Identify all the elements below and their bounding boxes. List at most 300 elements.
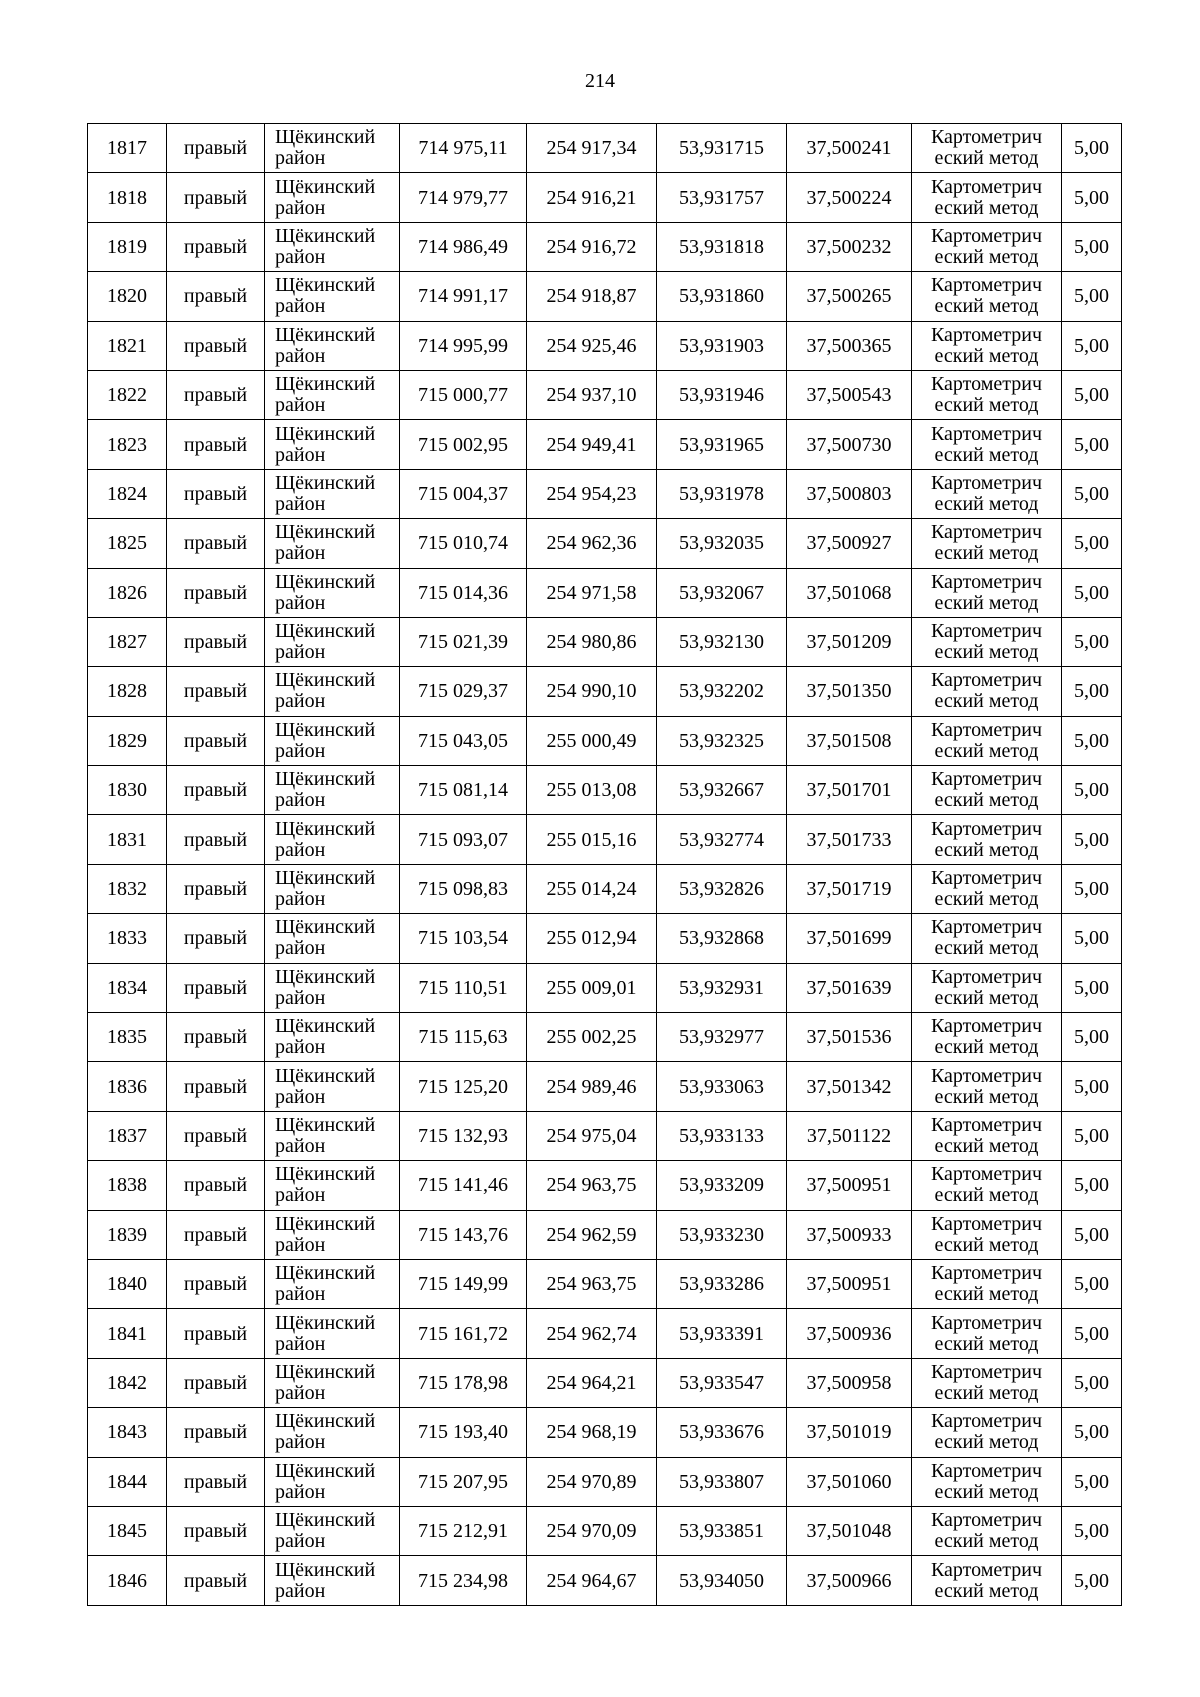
y-coordinate-cell: 255 015,16 <box>527 815 657 864</box>
bank-side-cell: правый <box>167 519 265 568</box>
point-number-cell: 1842 <box>88 1358 167 1407</box>
longitude-cell: 37,500958 <box>787 1358 912 1407</box>
accuracy-cell: 5,00 <box>1062 914 1122 963</box>
y-coordinate-cell: 254 916,21 <box>527 173 657 222</box>
method-cell <box>912 1210 1062 1259</box>
bank-side-cell: правый <box>167 1506 265 1555</box>
accuracy-cell: 5,00 <box>1062 963 1122 1012</box>
longitude-cell: 37,500543 <box>787 370 912 419</box>
district-cell-line-1: Щёкинский <box>275 817 376 840</box>
table-row <box>88 272 1122 321</box>
latitude-cell: 53,932202 <box>657 667 787 716</box>
bank-side-cell: правый <box>167 1457 265 1506</box>
method-cell-line-1: Картометрич <box>930 1015 1043 1038</box>
table-row <box>88 914 1122 963</box>
latitude-cell: 53,933286 <box>657 1259 787 1308</box>
district-cell-line-2: район <box>275 1135 326 1157</box>
method-cell-line-1: Картометрич <box>930 1360 1043 1383</box>
district-cell <box>265 1556 400 1605</box>
district-cell <box>265 914 400 963</box>
longitude-cell: 37,500224 <box>787 173 912 222</box>
y-coordinate-cell: 255 014,24 <box>527 864 657 913</box>
district-cell <box>265 420 400 469</box>
longitude-cell: 37,501209 <box>787 617 912 666</box>
method-cell <box>912 716 1062 765</box>
method-cell-line-2: еский метод <box>934 295 1039 318</box>
district-cell-line-1: Щёкинский <box>275 1360 376 1383</box>
accuracy-cell: 5,00 <box>1062 815 1122 864</box>
bank-side-cell: правый <box>167 173 265 222</box>
point-number-cell: 1838 <box>88 1161 167 1210</box>
longitude-cell: 37,501699 <box>787 914 912 963</box>
method-cell <box>912 667 1062 716</box>
method-cell-line-2: еский метод <box>934 344 1039 367</box>
latitude-cell: 53,931860 <box>657 272 787 321</box>
accuracy-cell: 5,00 <box>1062 716 1122 765</box>
y-coordinate-cell: 254 980,86 <box>527 617 657 666</box>
method-cell-line-2: еский метод <box>934 492 1039 515</box>
x-coordinate-cell: 715 141,46 <box>400 1161 527 1210</box>
x-coordinate-cell: 715 010,74 <box>400 519 527 568</box>
x-coordinate-cell: 715 029,37 <box>400 667 527 716</box>
table-row <box>88 124 1122 173</box>
district-cell-line-1: Щёкинский <box>275 1459 376 1482</box>
table-row <box>88 1062 1122 1111</box>
district-cell-line-2: район <box>275 492 326 515</box>
district-cell-line-2: район <box>275 838 326 861</box>
accuracy-cell: 5,00 <box>1062 568 1122 617</box>
method-cell-line-1: Картометрич <box>930 323 1043 346</box>
accuracy-cell: 5,00 <box>1062 1062 1122 1111</box>
district-cell <box>265 1111 400 1160</box>
y-coordinate-cell: 254 964,67 <box>527 1556 657 1605</box>
table-row <box>88 1111 1122 1160</box>
district-cell <box>265 667 400 716</box>
y-coordinate-cell: 254 968,19 <box>527 1408 657 1457</box>
district-cell-line-2: район <box>275 739 326 762</box>
table-row <box>88 370 1122 419</box>
latitude-cell: 53,933063 <box>657 1062 787 1111</box>
point-number-cell: 1830 <box>88 766 167 815</box>
latitude-cell: 53,932067 <box>657 568 787 617</box>
latitude-cell: 53,934050 <box>657 1556 787 1605</box>
latitude-cell: 53,931757 <box>657 173 787 222</box>
method-cell-line-2: еский метод <box>934 1036 1039 1059</box>
latitude-cell: 53,932868 <box>657 914 787 963</box>
method-cell-line-2: еский метод <box>934 591 1039 614</box>
x-coordinate-cell: 715 178,98 <box>400 1358 527 1407</box>
method-cell-line-1: Картометрич <box>930 916 1043 939</box>
district-cell-line-1: Щёкинский <box>275 1015 376 1038</box>
method-cell-line-2: еский метод <box>934 1233 1039 1256</box>
latitude-cell: 53,933209 <box>657 1161 787 1210</box>
method-cell-line-1: Картометрич <box>930 224 1043 247</box>
accuracy-cell: 5,00 <box>1062 321 1122 370</box>
district-cell-line-2: район <box>275 245 326 268</box>
method-cell <box>912 272 1062 321</box>
x-coordinate-cell: 715 149,99 <box>400 1259 527 1308</box>
method-cell-line-1: Картометрич <box>930 570 1043 593</box>
method-cell-line-1: Картометрич <box>930 965 1043 988</box>
district-cell-line-2: район <box>275 1283 326 1306</box>
method-cell-line-1: Картометрич <box>930 669 1043 692</box>
table-row <box>88 716 1122 765</box>
district-cell-line-2: район <box>275 1233 326 1256</box>
method-cell <box>912 766 1062 815</box>
longitude-cell: 37,501733 <box>787 815 912 864</box>
accuracy-cell: 5,00 <box>1062 1506 1122 1555</box>
district-cell-line-1: Щёкинский <box>275 570 376 593</box>
y-coordinate-cell: 254 962,36 <box>527 519 657 568</box>
latitude-cell: 53,931715 <box>657 124 787 173</box>
method-cell-line-1: Картометрич <box>930 126 1043 149</box>
point-number-cell: 1845 <box>88 1506 167 1555</box>
district-cell-line-1: Щёкинский <box>275 620 376 643</box>
latitude-cell: 53,933676 <box>657 1408 787 1457</box>
x-coordinate-cell: 715 193,40 <box>400 1408 527 1457</box>
method-cell-line-2: еский метод <box>934 196 1039 219</box>
method-cell <box>912 864 1062 913</box>
x-coordinate-cell: 715 212,91 <box>400 1506 527 1555</box>
y-coordinate-cell: 254 990,10 <box>527 667 657 716</box>
table-row <box>88 1309 1122 1358</box>
x-coordinate-cell: 715 002,95 <box>400 420 527 469</box>
x-coordinate-cell: 715 014,36 <box>400 568 527 617</box>
longitude-cell: 37,501122 <box>787 1111 912 1160</box>
y-coordinate-cell: 254 937,10 <box>527 370 657 419</box>
district-cell-line-1: Щёкинский <box>275 718 376 741</box>
x-coordinate-cell: 715 125,20 <box>400 1062 527 1111</box>
x-coordinate-cell: 715 021,39 <box>400 617 527 666</box>
method-cell <box>912 124 1062 173</box>
district-cell-line-2: район <box>275 443 326 466</box>
latitude-cell: 53,933391 <box>657 1309 787 1358</box>
district-cell <box>265 1309 400 1358</box>
district-cell-line-1: Щёкинский <box>275 126 376 149</box>
method-cell-line-2: еский метод <box>934 789 1039 812</box>
table-row <box>88 420 1122 469</box>
method-cell <box>912 321 1062 370</box>
bank-side-cell: правый <box>167 1309 265 1358</box>
table-body <box>88 124 1122 1606</box>
y-coordinate-cell: 254 954,23 <box>527 469 657 518</box>
point-number-cell: 1833 <box>88 914 167 963</box>
longitude-cell: 37,500966 <box>787 1556 912 1605</box>
method-cell-line-2: еский метод <box>934 1480 1039 1503</box>
method-cell <box>912 1111 1062 1160</box>
method-cell-line-2: еский метод <box>934 1135 1039 1157</box>
district-cell-line-2: район <box>275 1530 326 1553</box>
latitude-cell: 53,932325 <box>657 716 787 765</box>
table-row <box>88 617 1122 666</box>
x-coordinate-cell: 715 110,51 <box>400 963 527 1012</box>
x-coordinate-cell: 715 132,93 <box>400 1111 527 1160</box>
accuracy-cell: 5,00 <box>1062 173 1122 222</box>
table-row <box>88 963 1122 1012</box>
table-row <box>88 469 1122 518</box>
accuracy-cell: 5,00 <box>1062 1556 1122 1605</box>
latitude-cell: 53,931946 <box>657 370 787 419</box>
accuracy-cell: 5,00 <box>1062 1161 1122 1210</box>
point-number-cell: 1839 <box>88 1210 167 1259</box>
x-coordinate-cell: 714 975,11 <box>400 124 527 173</box>
district-cell-line-2: район <box>275 690 326 713</box>
method-cell-line-2: еский метод <box>934 986 1039 1009</box>
longitude-cell: 37,500933 <box>787 1210 912 1259</box>
method-cell-line-1: Картометрич <box>930 768 1043 791</box>
table-row <box>88 1161 1122 1210</box>
longitude-cell: 37,501719 <box>787 864 912 913</box>
method-cell-line-2: еский метод <box>934 937 1039 960</box>
accuracy-cell: 5,00 <box>1062 1358 1122 1407</box>
longitude-cell: 37,500951 <box>787 1161 912 1210</box>
district-cell-line-1: Щёкинский <box>275 224 376 247</box>
method-cell-line-1: Картометрич <box>930 817 1043 840</box>
method-cell-line-2: еский метод <box>934 542 1039 565</box>
district-cell <box>265 617 400 666</box>
method-cell <box>912 1506 1062 1555</box>
point-number-cell: 1840 <box>88 1259 167 1308</box>
method-cell-line-2: еский метод <box>934 245 1039 268</box>
method-cell <box>912 1408 1062 1457</box>
method-cell <box>912 617 1062 666</box>
bank-side-cell: правый <box>167 1408 265 1457</box>
method-cell <box>912 815 1062 864</box>
accuracy-cell: 5,00 <box>1062 1013 1122 1062</box>
longitude-cell: 37,501536 <box>787 1013 912 1062</box>
bank-side-cell: правый <box>167 1210 265 1259</box>
method-cell-line-2: еский метод <box>934 690 1039 713</box>
y-coordinate-cell: 255 012,94 <box>527 914 657 963</box>
method-cell-line-1: Картометрич <box>930 1262 1043 1285</box>
district-cell-line-2: район <box>275 1332 326 1355</box>
longitude-cell: 37,501068 <box>787 568 912 617</box>
method-cell <box>912 1161 1062 1210</box>
accuracy-cell: 5,00 <box>1062 420 1122 469</box>
x-coordinate-cell: 715 043,05 <box>400 716 527 765</box>
method-cell-line-1: Картометрич <box>930 1064 1043 1087</box>
bank-side-cell: правый <box>167 420 265 469</box>
x-coordinate-cell: 715 093,07 <box>400 815 527 864</box>
method-cell-line-1: Картометрич <box>930 521 1043 544</box>
table-row <box>88 766 1122 815</box>
longitude-cell: 37,500803 <box>787 469 912 518</box>
method-cell-line-2: еский метод <box>934 1431 1039 1454</box>
x-coordinate-cell: 715 000,77 <box>400 370 527 419</box>
district-cell <box>265 1506 400 1555</box>
district-cell-line-2: район <box>275 1579 326 1602</box>
method-cell-line-2: еский метод <box>934 1085 1039 1108</box>
district-cell <box>265 1013 400 1062</box>
accuracy-cell: 5,00 <box>1062 1210 1122 1259</box>
point-number-cell: 1835 <box>88 1013 167 1062</box>
district-cell <box>265 173 400 222</box>
latitude-cell: 53,932035 <box>657 519 787 568</box>
bank-side-cell: правый <box>167 222 265 271</box>
district-cell-line-1: Щёкинский <box>275 323 376 346</box>
district-cell-line-1: Щёкинский <box>275 274 376 297</box>
point-number-cell: 1831 <box>88 815 167 864</box>
x-coordinate-cell: 715 115,63 <box>400 1013 527 1062</box>
district-cell <box>265 568 400 617</box>
table-row <box>88 1506 1122 1555</box>
point-number-cell: 1829 <box>88 716 167 765</box>
method-cell-line-2: еский метод <box>934 1184 1039 1207</box>
longitude-cell: 37,500241 <box>787 124 912 173</box>
longitude-cell: 37,501048 <box>787 1506 912 1555</box>
method-cell-line-2: еский метод <box>934 147 1039 170</box>
accuracy-cell: 5,00 <box>1062 370 1122 419</box>
latitude-cell: 53,932667 <box>657 766 787 815</box>
table-row <box>88 173 1122 222</box>
point-number-cell: 1836 <box>88 1062 167 1111</box>
x-coordinate-cell: 714 979,77 <box>400 173 527 222</box>
table-row <box>88 321 1122 370</box>
latitude-cell: 53,933230 <box>657 1210 787 1259</box>
y-coordinate-cell: 254 964,21 <box>527 1358 657 1407</box>
longitude-cell: 37,501060 <box>787 1457 912 1506</box>
x-coordinate-cell: 715 098,83 <box>400 864 527 913</box>
district-cell <box>265 963 400 1012</box>
y-coordinate-cell: 254 989,46 <box>527 1062 657 1111</box>
point-number-cell: 1821 <box>88 321 167 370</box>
bank-side-cell: правый <box>167 716 265 765</box>
latitude-cell: 53,931818 <box>657 222 787 271</box>
point-number-cell: 1826 <box>88 568 167 617</box>
bank-side-cell: правый <box>167 1062 265 1111</box>
longitude-cell: 37,500365 <box>787 321 912 370</box>
x-coordinate-cell: 714 995,99 <box>400 321 527 370</box>
district-cell-line-2: район <box>275 1431 326 1454</box>
accuracy-cell: 5,00 <box>1062 1111 1122 1160</box>
method-cell-line-1: Картометрич <box>930 1509 1043 1532</box>
accuracy-cell: 5,00 <box>1062 1457 1122 1506</box>
table-row <box>88 1013 1122 1062</box>
district-cell-line-2: район <box>275 147 326 170</box>
method-cell <box>912 568 1062 617</box>
y-coordinate-cell: 254 918,87 <box>527 272 657 321</box>
district-cell <box>265 716 400 765</box>
x-coordinate-cell: 715 161,72 <box>400 1309 527 1358</box>
method-cell-line-1: Картометрич <box>930 471 1043 494</box>
method-cell-line-1: Картометрич <box>930 373 1043 396</box>
district-cell <box>265 1259 400 1308</box>
y-coordinate-cell: 254 949,41 <box>527 420 657 469</box>
latitude-cell: 53,932931 <box>657 963 787 1012</box>
method-cell <box>912 963 1062 1012</box>
y-coordinate-cell: 254 917,34 <box>527 124 657 173</box>
accuracy-cell: 5,00 <box>1062 1309 1122 1358</box>
district-cell <box>265 1358 400 1407</box>
bank-side-cell: правый <box>167 370 265 419</box>
accuracy-cell: 5,00 <box>1062 222 1122 271</box>
district-cell-line-1: Щёкинский <box>275 965 376 988</box>
accuracy-cell: 5,00 <box>1062 272 1122 321</box>
district-cell-line-2: район <box>275 937 326 960</box>
district-cell <box>265 815 400 864</box>
method-cell-line-2: еский метод <box>934 838 1039 861</box>
method-cell-line-1: Картометрич <box>930 718 1043 741</box>
y-coordinate-cell: 255 002,25 <box>527 1013 657 1062</box>
district-cell <box>265 1408 400 1457</box>
table-row <box>88 864 1122 913</box>
method-cell-line-1: Картометрич <box>930 1311 1043 1334</box>
method-cell <box>912 420 1062 469</box>
district-cell-line-1: Щёкинский <box>275 175 376 198</box>
latitude-cell: 53,932774 <box>657 815 787 864</box>
accuracy-cell: 5,00 <box>1062 124 1122 173</box>
point-number-cell: 1820 <box>88 272 167 321</box>
method-cell-line-2: еский метод <box>934 1283 1039 1306</box>
method-cell-line-2: еский метод <box>934 739 1039 762</box>
point-number-cell: 1825 <box>88 519 167 568</box>
longitude-cell: 37,501342 <box>787 1062 912 1111</box>
method-cell <box>912 1259 1062 1308</box>
district-cell-line-2: район <box>275 591 326 614</box>
point-number-cell: 1819 <box>88 222 167 271</box>
bank-side-cell: правый <box>167 1259 265 1308</box>
method-cell-line-2: еский метод <box>934 394 1039 417</box>
method-cell-line-1: Картометрич <box>930 1114 1043 1136</box>
longitude-cell: 37,500951 <box>787 1259 912 1308</box>
latitude-cell: 53,933851 <box>657 1506 787 1555</box>
accuracy-cell: 5,00 <box>1062 667 1122 716</box>
method-cell <box>912 469 1062 518</box>
y-coordinate-cell: 254 963,75 <box>527 1161 657 1210</box>
district-cell <box>265 766 400 815</box>
point-number-cell: 1818 <box>88 173 167 222</box>
y-coordinate-cell: 254 916,72 <box>527 222 657 271</box>
table-row <box>88 667 1122 716</box>
bank-side-cell: правый <box>167 667 265 716</box>
y-coordinate-cell: 255 009,01 <box>527 963 657 1012</box>
point-number-cell: 1843 <box>88 1408 167 1457</box>
method-cell-line-2: еский метод <box>934 1579 1039 1602</box>
district-cell-line-2: район <box>275 1184 326 1207</box>
district-cell-line-2: район <box>275 344 326 367</box>
method-cell-line-1: Картометрич <box>930 867 1043 890</box>
bank-side-cell: правый <box>167 568 265 617</box>
district-cell-line-1: Щёкинский <box>275 1114 376 1136</box>
longitude-cell: 37,501701 <box>787 766 912 815</box>
district-cell <box>265 370 400 419</box>
district-cell <box>265 222 400 271</box>
method-cell-line-1: Картометрич <box>930 1558 1043 1581</box>
district-cell-line-1: Щёкинский <box>275 1064 376 1087</box>
bank-side-cell: правый <box>167 1161 265 1210</box>
point-number-cell: 1828 <box>88 667 167 716</box>
latitude-cell: 53,931978 <box>657 469 787 518</box>
y-coordinate-cell: 254 963,75 <box>527 1259 657 1308</box>
method-cell-line-1: Картометрич <box>930 274 1043 297</box>
x-coordinate-cell: 714 986,49 <box>400 222 527 271</box>
method-cell <box>912 222 1062 271</box>
method-cell-line-1: Картометрич <box>930 1212 1043 1235</box>
district-cell-line-2: район <box>275 789 326 812</box>
point-number-cell: 1841 <box>88 1309 167 1358</box>
district-cell-line-2: район <box>275 542 326 565</box>
district-cell <box>265 519 400 568</box>
bank-side-cell: правый <box>167 617 265 666</box>
method-cell-line-1: Картометрич <box>930 620 1043 643</box>
bank-side-cell: правый <box>167 321 265 370</box>
accuracy-cell: 5,00 <box>1062 864 1122 913</box>
method-cell <box>912 1013 1062 1062</box>
district-cell <box>265 1457 400 1506</box>
longitude-cell: 37,500265 <box>787 272 912 321</box>
district-cell-line-2: район <box>275 888 326 911</box>
latitude-cell: 53,932826 <box>657 864 787 913</box>
